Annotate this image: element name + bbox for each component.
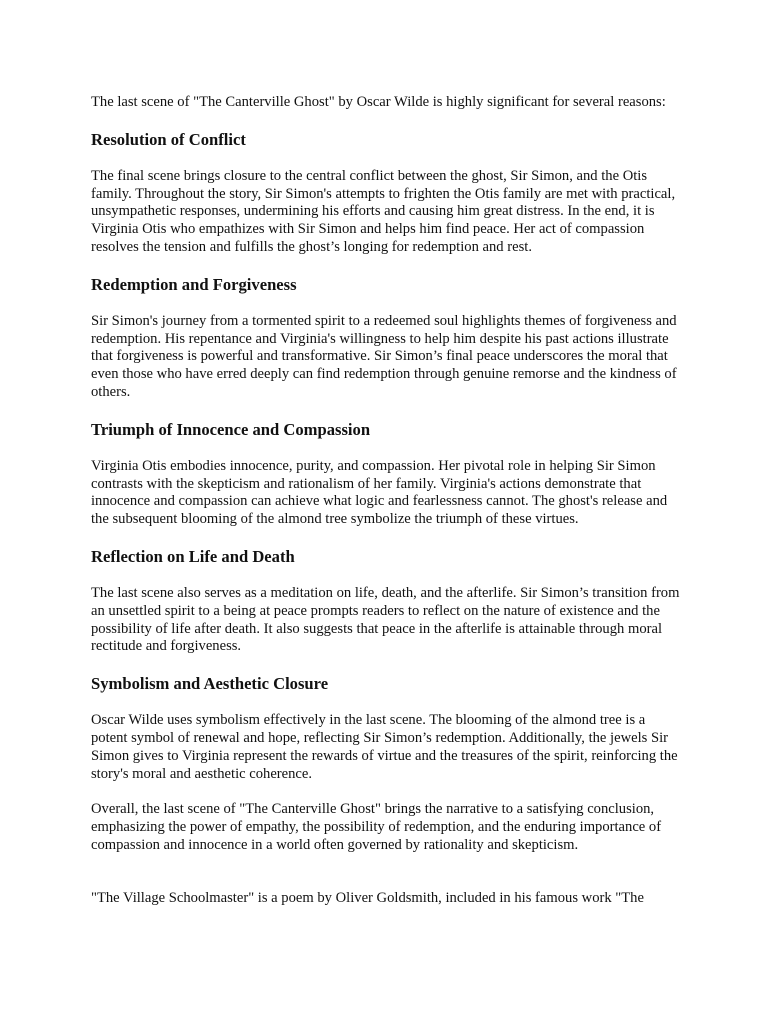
section-heading-symbolism-and-aesthetic-closure: Symbolism and Aesthetic Closure — [91, 674, 329, 694]
section-heading-redemption-and-forgiveness: Redemption and Forgiveness — [91, 274, 297, 294]
section-body-redemption-and-forgiveness: Sir Simon's journey from a tormented spirit to a redeemed soul highlights themes of forgiveness and redemption. His repentance and Virginia's willingness to help him despite his past actions illustrate that forgiveness is powerful and transformative. Sir Simon’s final peace underscores the moral that even those who have erred deeply can find redemption through genuine remorse and the kindness of others. — [91, 312, 677, 400]
closing-paragraph: Overall, the last scene of "The Canterville Ghost" brings the narrative to a satisfying conclusion, emphasizing the power of empathy, the possibility of redemption, and the enduring importance of compassion and innocence in a world often governed by rationality and skepticism. — [91, 801, 662, 853]
section-body-reflection-on-life-and-death: The last scene also serves as a meditation on life, death, and the afterlife. Sir Simon’s transition from an unsettled spirit to a being at peace prompts readers to reflect on the nature of existence and the possibility of life after death. It also suggests that peace in the afterlife is attainable through moral rectitude and forgiveness. — [91, 584, 680, 655]
section-body-symbolism-and-aesthetic-closure: Oscar Wilde uses symbolism effectively in the last scene. The blooming of the almond tree is a potent symbol of renewal and hope, reflecting Sir Simon’s redemption. Additionally, the jewels Sir Simon gives to Virginia represent the rewards of virtue and the treasures of the spirit, reinforcing the story's moral and aesthetic coherence. — [91, 712, 678, 782]
section-heading-resolution-of-conflict: Resolution of Conflict — [91, 129, 246, 149]
section-body-triumph-of-innocence: Virginia Otis embodies innocence, purity, and compassion. Her pivotal role in helping Sir Simon contrasts with the skepticism and rationalism of her family. Virginia's actions demonstrate that innocence and compassion can achieve what logic and fearlessness cannot. The ghost's release and the subsequent blooming of the almond tree symbolize the triumph of these virtues. — [91, 457, 668, 528]
section-heading-reflection-on-life-and-death: Reflection on Life and Death — [91, 546, 295, 566]
section-heading-triumph-of-innocence: Triumph of Innocence and Compassion — [91, 419, 371, 439]
intro-paragraph: The last scene of "The Canterville Ghost" by Oscar Wilde is highly significant for several reasons: — [91, 94, 666, 110]
next-document-first-line: "The Village Schoolmaster" is a poem by Oliver Goldsmith, included in his famous work "The — [91, 889, 644, 906]
section-body-resolution-of-conflict: The final scene brings closure to the central conflict between the ghost, Sir Simon, and the Otis family. Throughout the story, Sir Simon's attempts to frighten the Otis family are met with practical, unsympathetic responses, undermining his efforts and causing him great distress. In the end, it is Virginia Otis who empathizes with Sir Simon and helps him find peace. Her act of compassion resolves the tension and fulfills the ghost’s longing for redemption and rest. — [91, 167, 676, 255]
document-page — [91, 94, 683, 908]
